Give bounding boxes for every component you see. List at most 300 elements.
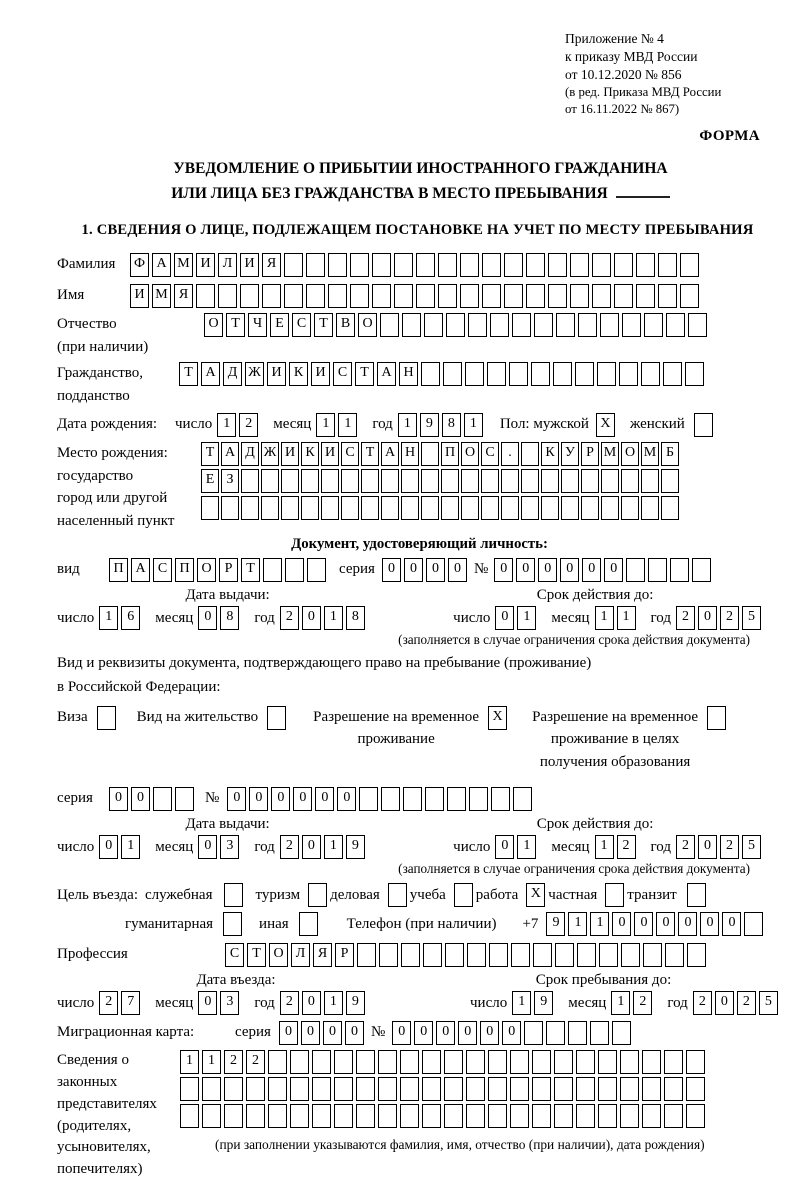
doc-type-boxes[interactable]	[109, 558, 329, 582]
char-box[interactable]: О	[269, 943, 288, 967]
char-box[interactable]: 0	[249, 787, 268, 811]
char-box[interactable]	[590, 1021, 609, 1045]
char-box[interactable]: 0	[458, 1021, 477, 1045]
char-box[interactable]: 0	[494, 558, 513, 582]
char-box[interactable]	[599, 943, 618, 967]
day-box[interactable]: 9	[534, 991, 553, 1015]
char-box[interactable]: 0	[516, 558, 535, 582]
char-box[interactable]	[312, 1077, 331, 1101]
month-box[interactable]: 3	[220, 835, 239, 859]
char-box[interactable]: 0	[392, 1021, 411, 1045]
char-box[interactable]	[512, 313, 531, 337]
char-box[interactable]: 0	[131, 787, 150, 811]
char-box[interactable]	[680, 284, 699, 308]
char-box[interactable]	[641, 496, 659, 520]
char-box[interactable]	[361, 496, 379, 520]
char-box[interactable]: З	[221, 469, 239, 493]
char-box[interactable]	[648, 558, 667, 582]
char-box[interactable]	[381, 787, 400, 811]
char-box[interactable]	[664, 1077, 683, 1101]
char-box[interactable]	[312, 1104, 331, 1128]
year-box[interactable]: 9	[346, 835, 365, 859]
char-box[interactable]	[356, 1077, 375, 1101]
char-box[interactable]: С	[341, 442, 359, 466]
char-box[interactable]	[601, 469, 619, 493]
doc-number-boxes[interactable]	[494, 558, 714, 582]
char-box[interactable]: А	[201, 362, 220, 386]
char-box[interactable]	[592, 253, 611, 277]
char-box[interactable]	[356, 1104, 375, 1128]
char-box[interactable]	[268, 1050, 287, 1074]
name-boxes[interactable]	[130, 284, 702, 308]
char-box[interactable]: 0	[502, 1021, 521, 1045]
char-box[interactable]	[511, 943, 530, 967]
char-box[interactable]	[521, 469, 539, 493]
year-box[interactable]: 8	[442, 413, 461, 437]
char-box[interactable]: С	[292, 313, 311, 337]
char-box[interactable]: И	[281, 442, 299, 466]
char-box[interactable]: 0	[382, 558, 401, 582]
char-box[interactable]	[201, 496, 219, 520]
char-box[interactable]	[532, 1077, 551, 1101]
day-box[interactable]: 1	[121, 835, 140, 859]
char-box[interactable]	[321, 469, 339, 493]
char-box[interactable]	[356, 1050, 375, 1074]
char-box[interactable]: Р	[335, 943, 354, 967]
char-box[interactable]: 9	[546, 912, 565, 936]
char-box[interactable]	[334, 1104, 353, 1128]
char-box[interactable]: И	[196, 253, 215, 277]
char-box[interactable]	[379, 943, 398, 967]
char-box[interactable]	[341, 469, 359, 493]
char-box[interactable]	[401, 469, 419, 493]
profession-boxes[interactable]	[225, 943, 709, 967]
year-box[interactable]: 2	[280, 835, 299, 859]
purpose-official-checkbox[interactable]	[224, 883, 243, 907]
month-box[interactable]: 3	[220, 991, 239, 1015]
year-box[interactable]: 0	[698, 835, 717, 859]
month-box[interactable]: 8	[220, 606, 239, 630]
char-box[interactable]	[600, 313, 619, 337]
year-box[interactable]: 1	[324, 835, 343, 859]
char-box[interactable]	[400, 1050, 419, 1074]
char-box[interactable]: 0	[678, 912, 697, 936]
char-box[interactable]: Л	[291, 943, 310, 967]
char-box[interactable]	[444, 1077, 463, 1101]
char-box[interactable]	[521, 442, 539, 466]
day-box[interactable]: 1	[99, 606, 118, 630]
purpose-business-checkbox[interactable]	[388, 883, 407, 907]
residence-number-boxes[interactable]	[227, 787, 535, 811]
year-box[interactable]: 9	[346, 991, 365, 1015]
char-box[interactable]	[621, 943, 640, 967]
char-box[interactable]	[570, 253, 589, 277]
char-box[interactable]	[531, 362, 550, 386]
char-box[interactable]	[262, 284, 281, 308]
year-box[interactable]: 1	[324, 991, 343, 1015]
char-box[interactable]: О	[358, 313, 377, 337]
char-box[interactable]: 0	[426, 558, 445, 582]
char-box[interactable]	[281, 469, 299, 493]
citizenship-boxes[interactable]	[179, 362, 707, 386]
char-box[interactable]	[620, 1050, 639, 1074]
char-box[interactable]	[422, 1077, 441, 1101]
char-box[interactable]: 0	[480, 1021, 499, 1045]
char-box[interactable]: 0	[271, 787, 290, 811]
char-box[interactable]	[444, 1050, 463, 1074]
char-box[interactable]	[180, 1077, 199, 1101]
char-box[interactable]	[444, 1104, 463, 1128]
char-box[interactable]	[521, 496, 539, 520]
purpose-tourism-checkbox[interactable]	[308, 883, 327, 907]
char-box[interactable]	[175, 787, 194, 811]
char-box[interactable]: 0	[301, 1021, 320, 1045]
year-box[interactable]: 5	[759, 991, 778, 1015]
char-box[interactable]: Р	[581, 442, 599, 466]
char-box[interactable]: 0	[700, 912, 719, 936]
month-box[interactable]: 1	[617, 606, 636, 630]
purpose-transit-checkbox[interactable]	[687, 883, 706, 907]
char-box[interactable]	[644, 313, 663, 337]
char-box[interactable]	[546, 1021, 565, 1045]
char-box[interactable]	[622, 313, 641, 337]
char-box[interactable]	[422, 1104, 441, 1128]
year-box[interactable]: 2	[720, 835, 739, 859]
char-box[interactable]	[378, 1077, 397, 1101]
year-box[interactable]: 9	[420, 413, 439, 437]
char-box[interactable]	[400, 1077, 419, 1101]
day-box[interactable]: 0	[99, 835, 118, 859]
char-box[interactable]: 0	[436, 1021, 455, 1045]
char-box[interactable]	[460, 284, 479, 308]
char-box[interactable]	[513, 787, 532, 811]
char-box[interactable]: Ж	[261, 442, 279, 466]
char-box[interactable]: 0	[414, 1021, 433, 1045]
char-box[interactable]	[568, 1021, 587, 1045]
month-box[interactable]: 1	[338, 413, 357, 437]
char-box[interactable]	[621, 469, 639, 493]
char-box[interactable]	[438, 253, 457, 277]
day-box[interactable]: 1	[217, 413, 236, 437]
year-box[interactable]: 2	[280, 991, 299, 1015]
temp-residence-checkbox[interactable]: X	[488, 706, 507, 730]
char-box[interactable]	[685, 362, 704, 386]
char-box[interactable]: 0	[612, 912, 631, 936]
char-box[interactable]	[421, 362, 440, 386]
char-box[interactable]	[443, 362, 462, 386]
char-box[interactable]	[641, 469, 659, 493]
char-box[interactable]: 0	[323, 1021, 342, 1045]
char-box[interactable]	[626, 558, 645, 582]
char-box[interactable]: А	[152, 253, 171, 277]
char-box[interactable]	[663, 362, 682, 386]
char-box[interactable]	[526, 284, 545, 308]
char-box[interactable]: Я	[313, 943, 332, 967]
char-box[interactable]	[554, 1077, 573, 1101]
char-box[interactable]	[621, 496, 639, 520]
char-box[interactable]: Т	[247, 943, 266, 967]
char-box[interactable]	[466, 1050, 485, 1074]
year-box[interactable]: 1	[324, 606, 343, 630]
year-box[interactable]: 0	[715, 991, 734, 1015]
char-box[interactable]	[614, 284, 633, 308]
char-box[interactable]	[541, 496, 559, 520]
char-box[interactable]: О	[621, 442, 639, 466]
char-box[interactable]	[268, 1077, 287, 1101]
char-box[interactable]: И	[267, 362, 286, 386]
char-box[interactable]	[575, 362, 594, 386]
patronymic-boxes[interactable]	[204, 313, 710, 337]
char-box[interactable]	[241, 469, 259, 493]
char-box[interactable]	[468, 313, 487, 337]
char-box[interactable]: Т	[201, 442, 219, 466]
char-box[interactable]	[561, 469, 579, 493]
year-box[interactable]: 2	[737, 991, 756, 1015]
char-box[interactable]	[465, 362, 484, 386]
char-box[interactable]	[328, 253, 347, 277]
month-box[interactable]: 1	[316, 413, 335, 437]
char-box[interactable]	[555, 943, 574, 967]
char-box[interactable]	[416, 284, 435, 308]
char-box[interactable]	[658, 284, 677, 308]
char-box[interactable]	[381, 469, 399, 493]
char-box[interactable]: Е	[270, 313, 289, 337]
char-box[interactable]	[642, 1104, 661, 1128]
birth-place-line1[interactable]	[201, 442, 681, 466]
char-box[interactable]	[312, 1050, 331, 1074]
year-box[interactable]: 1	[398, 413, 417, 437]
char-box[interactable]	[301, 496, 319, 520]
char-box[interactable]	[466, 1077, 485, 1101]
char-box[interactable]	[548, 284, 567, 308]
char-box[interactable]	[548, 253, 567, 277]
char-box[interactable]: Т	[179, 362, 198, 386]
char-box[interactable]: О	[461, 442, 479, 466]
birth-place-line3[interactable]	[201, 496, 681, 520]
char-box[interactable]	[491, 787, 510, 811]
char-box[interactable]	[284, 253, 303, 277]
char-box[interactable]	[541, 469, 559, 493]
char-box[interactable]	[661, 496, 679, 520]
char-box[interactable]: 0	[293, 787, 312, 811]
char-box[interactable]	[241, 496, 259, 520]
month-box[interactable]: 0	[198, 835, 217, 859]
year-box[interactable]: 2	[280, 606, 299, 630]
char-box[interactable]	[445, 943, 464, 967]
char-box[interactable]	[421, 496, 439, 520]
char-box[interactable]	[501, 496, 519, 520]
char-box[interactable]: 0	[604, 558, 623, 582]
char-box[interactable]	[619, 362, 638, 386]
char-box[interactable]: П	[441, 442, 459, 466]
phone-boxes[interactable]	[546, 912, 766, 936]
day-box[interactable]: 1	[517, 835, 536, 859]
purpose-work-checkbox[interactable]: X	[526, 883, 545, 907]
char-box[interactable]: Н	[401, 442, 419, 466]
char-box[interactable]	[361, 469, 379, 493]
month-box[interactable]: 1	[611, 991, 630, 1015]
char-box[interactable]	[441, 469, 459, 493]
char-box[interactable]	[467, 943, 486, 967]
char-box[interactable]: Я	[174, 284, 193, 308]
char-box[interactable]: Ф	[130, 253, 149, 277]
char-box[interactable]: Л	[218, 253, 237, 277]
char-box[interactable]	[664, 1050, 683, 1074]
char-box[interactable]	[261, 496, 279, 520]
char-box[interactable]	[401, 496, 419, 520]
char-box[interactable]	[642, 1050, 661, 1074]
char-box[interactable]	[380, 313, 399, 337]
char-box[interactable]	[290, 1050, 309, 1074]
char-box[interactable]	[466, 1104, 485, 1128]
char-box[interactable]	[597, 362, 616, 386]
char-box[interactable]: 0	[538, 558, 557, 582]
char-box[interactable]: 0	[337, 787, 356, 811]
char-box[interactable]: 1	[590, 912, 609, 936]
char-box[interactable]: Н	[399, 362, 418, 386]
char-box[interactable]	[301, 469, 319, 493]
char-box[interactable]: 0	[656, 912, 675, 936]
doc-series-boxes[interactable]	[382, 558, 470, 582]
char-box[interactable]	[501, 469, 519, 493]
surname-boxes[interactable]	[130, 253, 702, 277]
char-box[interactable]	[401, 943, 420, 967]
char-box[interactable]	[636, 253, 655, 277]
char-box[interactable]	[489, 943, 508, 967]
year-box[interactable]: 5	[742, 606, 761, 630]
char-box[interactable]	[381, 496, 399, 520]
char-box[interactable]	[488, 1050, 507, 1074]
char-box[interactable]: .	[501, 442, 519, 466]
char-box[interactable]: Д	[241, 442, 259, 466]
year-box[interactable]: 0	[302, 606, 321, 630]
char-box[interactable]	[620, 1104, 639, 1128]
year-box[interactable]: 2	[676, 606, 695, 630]
day-box[interactable]: 2	[99, 991, 118, 1015]
char-box[interactable]	[306, 284, 325, 308]
char-box[interactable]	[378, 1104, 397, 1128]
char-box[interactable]	[285, 558, 304, 582]
char-box[interactable]: 0	[345, 1021, 364, 1045]
char-box[interactable]	[554, 1104, 573, 1128]
char-box[interactable]	[202, 1077, 221, 1101]
char-box[interactable]	[534, 313, 553, 337]
char-box[interactable]	[372, 284, 391, 308]
char-box[interactable]	[666, 313, 685, 337]
char-box[interactable]	[196, 284, 215, 308]
char-box[interactable]: И	[311, 362, 330, 386]
year-box[interactable]: 0	[302, 835, 321, 859]
year-box[interactable]: 8	[346, 606, 365, 630]
char-box[interactable]	[290, 1104, 309, 1128]
char-box[interactable]	[570, 284, 589, 308]
year-box[interactable]: 1	[464, 413, 483, 437]
char-box[interactable]	[441, 496, 459, 520]
char-box[interactable]: Т	[361, 442, 379, 466]
char-box[interactable]: И	[130, 284, 149, 308]
char-box[interactable]	[218, 284, 237, 308]
char-box[interactable]: 1	[180, 1050, 199, 1074]
char-box[interactable]: Б	[661, 442, 679, 466]
char-box[interactable]	[658, 253, 677, 277]
day-box[interactable]: 6	[121, 606, 140, 630]
char-box[interactable]	[598, 1104, 617, 1128]
char-box[interactable]	[284, 284, 303, 308]
char-box[interactable]	[692, 558, 711, 582]
char-box[interactable]: Я	[262, 253, 281, 277]
char-box[interactable]	[504, 284, 523, 308]
char-box[interactable]	[510, 1050, 529, 1074]
char-box[interactable]	[461, 469, 479, 493]
char-box[interactable]: М	[601, 442, 619, 466]
char-box[interactable]	[612, 1021, 631, 1045]
purpose-study-checkbox[interactable]	[454, 883, 473, 907]
char-box[interactable]	[446, 313, 465, 337]
char-box[interactable]: 0	[448, 558, 467, 582]
char-box[interactable]: 0	[315, 787, 334, 811]
char-box[interactable]: Т	[314, 313, 333, 337]
char-box[interactable]	[620, 1077, 639, 1101]
char-box[interactable]: Ч	[248, 313, 267, 337]
char-box[interactable]: К	[289, 362, 308, 386]
char-box[interactable]: С	[481, 442, 499, 466]
char-box[interactable]	[423, 943, 442, 967]
char-box[interactable]	[490, 313, 509, 337]
char-box[interactable]	[481, 469, 499, 493]
char-box[interactable]	[636, 284, 655, 308]
char-box[interactable]	[488, 1077, 507, 1101]
char-box[interactable]	[576, 1050, 595, 1074]
char-box[interactable]: Т	[355, 362, 374, 386]
char-box[interactable]	[576, 1077, 595, 1101]
char-box[interactable]	[240, 284, 259, 308]
day-box[interactable]: 0	[495, 606, 514, 630]
char-box[interactable]	[509, 362, 528, 386]
char-box[interactable]: П	[109, 558, 128, 582]
residence-permit-checkbox[interactable]	[267, 706, 286, 730]
char-box[interactable]: 2	[224, 1050, 243, 1074]
char-box[interactable]	[533, 943, 552, 967]
char-box[interactable]	[686, 1050, 705, 1074]
char-box[interactable]	[263, 558, 282, 582]
char-box[interactable]: У	[561, 442, 579, 466]
day-box[interactable]: 1	[512, 991, 531, 1015]
migration-series-boxes[interactable]	[279, 1021, 367, 1045]
char-box[interactable]	[425, 787, 444, 811]
char-box[interactable]	[688, 313, 707, 337]
char-box[interactable]	[246, 1077, 265, 1101]
char-box[interactable]	[687, 943, 706, 967]
char-box[interactable]: 1	[568, 912, 587, 936]
char-box[interactable]	[334, 1050, 353, 1074]
char-box[interactable]	[686, 1077, 705, 1101]
char-box[interactable]: С	[225, 943, 244, 967]
char-box[interactable]	[641, 362, 660, 386]
char-box[interactable]	[460, 253, 479, 277]
char-box[interactable]	[614, 253, 633, 277]
char-box[interactable]: И	[321, 442, 339, 466]
char-box[interactable]: 1	[202, 1050, 221, 1074]
char-box[interactable]	[268, 1104, 287, 1128]
char-box[interactable]	[447, 787, 466, 811]
char-box[interactable]: 0	[582, 558, 601, 582]
char-box[interactable]: В	[336, 313, 355, 337]
char-box[interactable]	[680, 253, 699, 277]
char-box[interactable]	[224, 1077, 243, 1101]
char-box[interactable]	[334, 1077, 353, 1101]
day-box[interactable]: 1	[517, 606, 536, 630]
char-box[interactable]: М	[152, 284, 171, 308]
